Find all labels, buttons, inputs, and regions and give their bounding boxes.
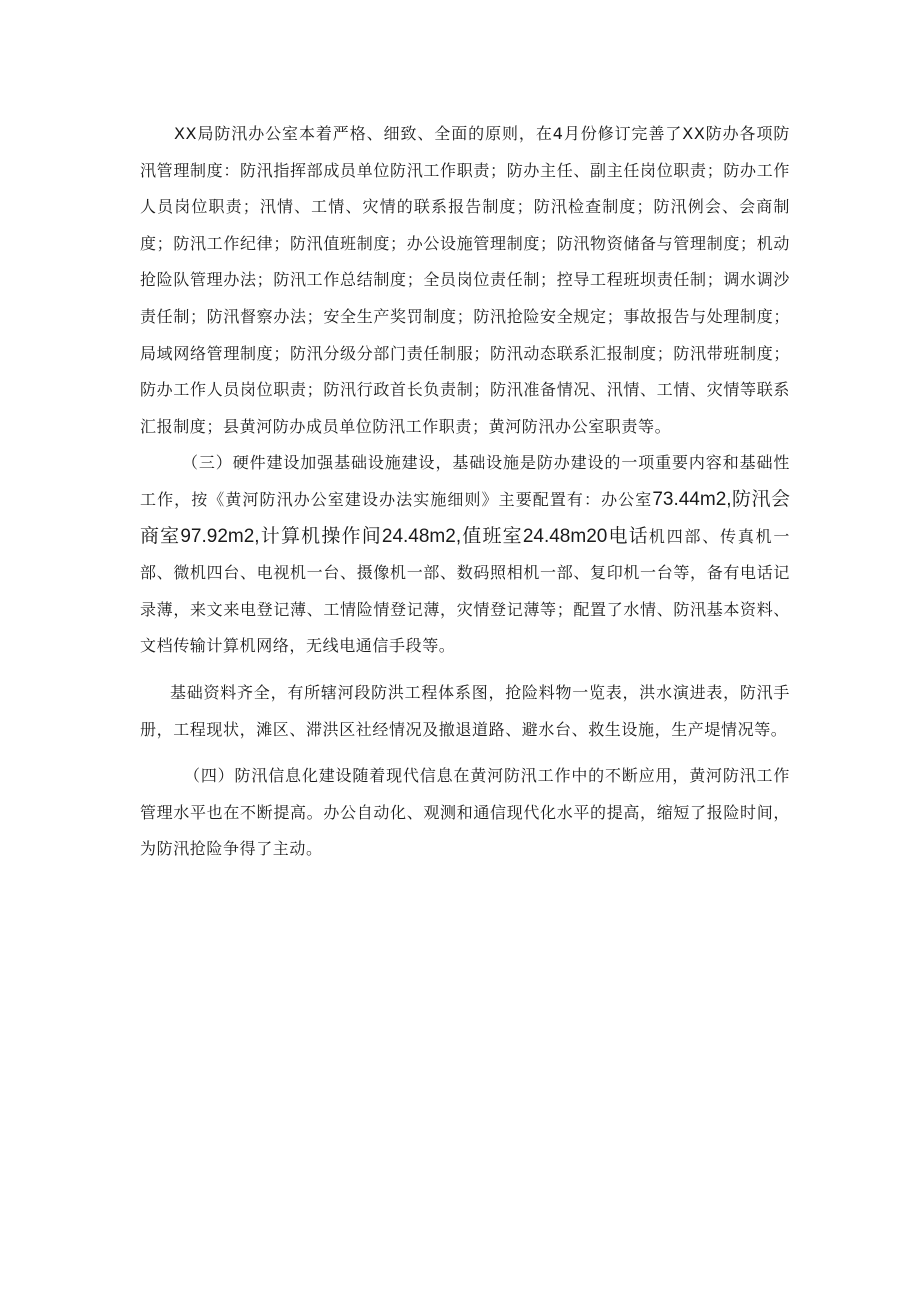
document-page [140,116,790,868]
paragraph-basic-materials: 基础资料齐全，有所辖河段防洪工程体系图，抢险料物一览表，洪水演进表，防汛手册，工程现状，滩区、滞洪区社经情况及撤退道路、避水台、救生设施，生产堤情况等。 [140,682,790,739]
hardware-text-head: （三）硬件建设加强基础设施建设，基础设施是防办建设的一项重要内容和基础性工作，按《黄河防汛办公室建设办法实施细则》主要配置有：办公室 [140,453,790,509]
paragraph-hardware-construction [140,445,790,665]
hardware-text-tail: 机四部、传真机一部、微机四台、电视机一台、摄像机一部、数码照相机一部、复印机一台等，备有电话记录薄，来文来电登记薄、工情险情登记薄，灾情登记薄等；配置了水情、防汛基本资料、文档传输计算机网络，无线电通信手段等。 [140,526,790,656]
hardware-text-areas: 73.44m2,防汛会商室97.92m2,计算机操作间24.48m2,值班室24.48m20电话 [140,488,790,547]
paragraph-flood-rules: XX局防汛办公室本着严格、细致、全面的原则，在4月份修订完善了XX防办各项防汛管理制度：防汛指挥部成员单位防汛工作职责；防办主任、副主任岗位职责；防办工作人员岗位职责；汛情、工情、灾情的联系报告制度；防汛检查制度；防汛例会、会商制度；防汛工作纪律；防汛值班制度；办公设施管理制度；防汛物资储备与管理制度；机动抢险队管理办法；防汛工作总结制度；全员岗位责任制；控导工程班坝责任制；调水调沙责任制；防汛督察办法；安全生产奖罚制度；防汛抢险安全规定；事故报告与处理制度；局域网络管理制度；防汛分级分部门责任制服；防汛动态联系汇报制度；防汛带班制度；防办工作人员岗位职责；防汛行政首长负责制；防汛准备情况、汛情、工情、灾情等联系汇报制度；县黄河防办成员单位防汛工作职责；黄河防汛办公室职责等。 [140,124,790,436]
paragraph-informatization: （四）防汛信息化建设随着现代信息在黄河防汛工作中的不断应用，黄河防汛工作管理水平也在不断提高。办公自动化、观测和通信现代化水平的提高，缩短了报险时间，为防汛抢险争得了主动。 [140,766,790,859]
